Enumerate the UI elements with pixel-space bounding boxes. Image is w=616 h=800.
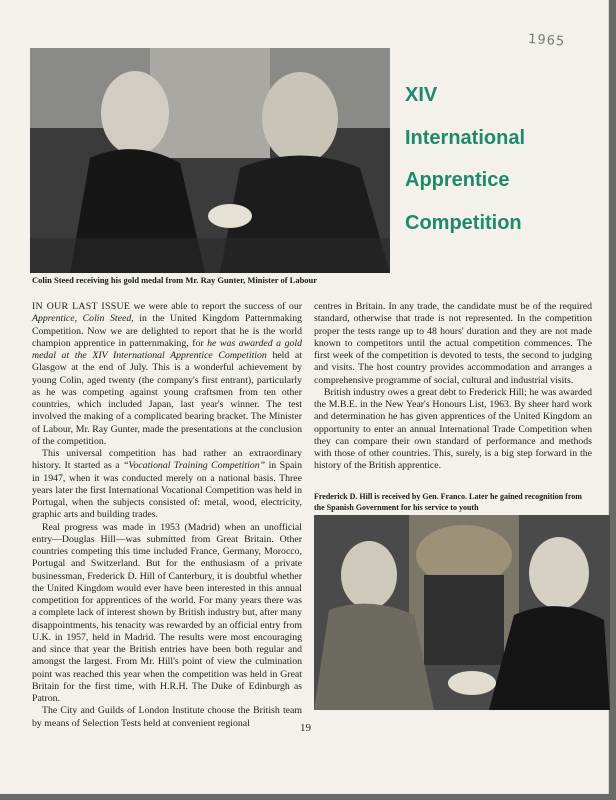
text-run: This universal competition has had rather an extraordinary history. It started as a (32, 448, 302, 472)
photo-franco-reception-image (314, 515, 610, 710)
photo-medal-presentation (30, 48, 390, 273)
title-line: International (405, 126, 526, 149)
lead-in: IN OUR LAST ISSUE (32, 301, 131, 312)
photo-medal-caption: Colin Steed receiving his gold medal from Mr. Ray Gunter, Minister of Labour (32, 275, 318, 285)
paragraph (32, 301, 302, 448)
paragraph: Real progress was made in 1953 (Madrid) when an unofficial entry—Douglas Hill—was submitted from Great Britain. Other countries competing this time included France, Germany, Morocco, Portugal and Switzerland. But for the enthusiasm of a private businessman, Frederick D. Hill of Canterbury, it is doubtful whether the United Kingdom would ever have been interested in this annual competition for apprentices of the world. For many years there was a complete lack of interest shown by British industry but, after many disappointments, his tenacity was rewarded by an official entry from U.K. in 1957, held in Madrid. The results were most encouraging and since that year the British entries have been both regular and amongst the largest. From Mr. Hill's point of view the culmination point was reached this year when the competition was held in Great Britain for the first time, with H.R.H. The Duke of Edinburgh as Patron. (32, 521, 302, 704)
title-line: Apprentice (405, 169, 510, 191)
title-line: Competition (405, 211, 522, 234)
paragraph: centres in Britain. In any trade, the candidate must be of the required standard, otherwise that trade is not represented. In the competition proper the tests range up to 48 hours' duration and they are not made known to competitors until the actual competition commences. The first week of the competition is devoted to tests, the second to judging and visits. The host country provides accommodation and arranges a comprehensive programme of social, cultural and industrial visits. (314, 301, 592, 386)
text-run: held at Glasgow at the end of July. This is a wonderful achievement by young Colin, aged twenty (the company's first entrant), particularly as he was competing against young craftsmen from ten other countries, which included Japan, last year's winner. The test involved the making of a complicated bearing bracket. The Minister of Labour, Mr. Ray Gunter, made the presentations at the conclusion of the competition. (32, 350, 302, 447)
left-column (32, 301, 302, 730)
right-column (314, 301, 592, 473)
photo-franco-caption: Frederick D. Hill is received by Gen. Franco. Later he gained recognition from the Spanish Government for his service to youth (314, 492, 582, 512)
text-run: we were able to report the success of our (130, 301, 302, 312)
italic-run: Apprentice, Colin Steed, (32, 313, 134, 325)
paragraph: The City and Guilds of London Institute choose the British team by means of Selection Tests held at convenient regional (32, 705, 302, 729)
text-run: in Spain in 1947, when it was conducted merely on a national basis. Three years later the first International Vocational Competition was held in Portugal, when the subjects consisted of: metal, wood, electricity, graphic arts and building trades. (32, 460, 302, 521)
title-line: XIV (405, 84, 438, 106)
italic-run: “Vocational Training Competition” (123, 460, 266, 472)
photo-franco-reception (314, 515, 610, 710)
page-number: 19 (300, 722, 311, 734)
paragraph: British industry owes a great debt to Frederick Hill; he was awarded the M.B.E. in the New Year's Honours List, 1963. By sheer hard work and determination he has given apprentices of the United Kingdom an opportunity to enter an annual International Trade Competition when they can compare their own standard of performance and methods with those of other countries. This, surely, is a big step forward in the history of the British apprentice. (314, 386, 592, 472)
handwritten-year: 1965 (527, 31, 566, 50)
text-run: in the United Kingdom Patternmaking Competition. Now we are delighted to report that he is the world champion apprentice in patternmaking, for (32, 313, 303, 349)
italic-run: he was awarded a gold medal at the XIV International Apprentice Competition (32, 337, 302, 361)
paragraph (32, 448, 302, 522)
photo-medal-presentation-image (30, 48, 390, 273)
article-title (405, 80, 605, 250)
